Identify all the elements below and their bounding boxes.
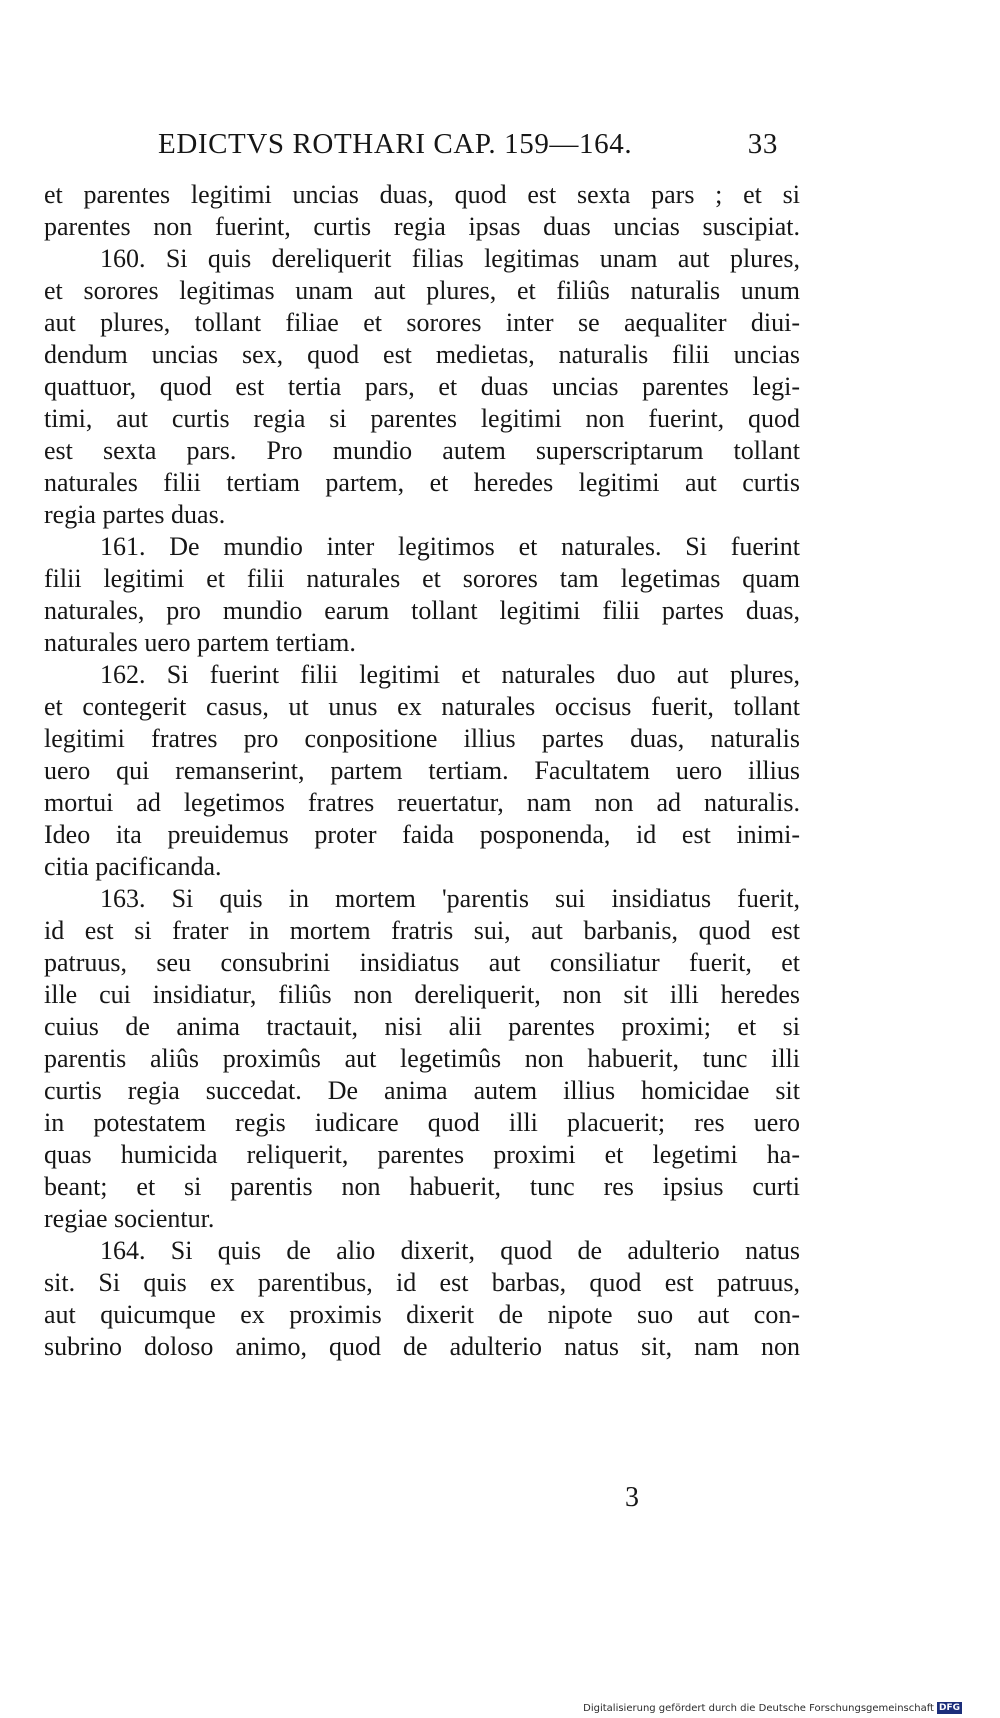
text-line: 164. Si quis de alio dixerit, quod de adulterio natus (100, 1236, 800, 1265)
text-line: dendum uncias sex, quod est medietas, naturalis filii uncias (44, 340, 800, 369)
text-line: uero qui remanserint, partem tertiam. Facultatem uero illius (44, 756, 800, 785)
text-line: timi, aut curtis regia si parentes legitimi non fuerint, quod (44, 404, 800, 433)
dfg-logo-icon: DFG (938, 1703, 960, 1713)
text-line: 161. De mundio inter legitimos et naturales. Si fuerint (100, 532, 800, 561)
text-line: citia pacificanda. (44, 852, 222, 881)
text-line: in potestatem regis iudicare quod illi placuerit; res uero (44, 1108, 800, 1137)
text-line: et contegerit casus, ut unus ex naturales occisus fuerit, tollant (44, 692, 800, 721)
running-header (158, 128, 778, 168)
text-line: et parentes legitimi uncias duas, quod est sexta pars ; et si (44, 180, 800, 209)
text-line: naturales uero partem tertiam. (44, 628, 356, 657)
text-line: et sorores legitimas unam aut plures, et filiûs naturalis unum (44, 276, 800, 305)
text-line: regia partes duas. (44, 500, 226, 529)
text-line: sit. Si quis ex parentibus, id est barbas, quod est patruus, (44, 1268, 800, 1297)
page-number: 33 (747, 128, 778, 160)
text-line: mortui ad legetimos fratres reuertatur, nam non ad naturalis. (44, 788, 800, 817)
text-line: Ideo ita preuidemus proter faida posponenda, id est inimi- (44, 820, 800, 849)
text-line: ille cui insidiatur, filiûs non dereliquerit, non sit illi heredes (44, 980, 800, 1009)
text-line: beant; et si parentis non habuerit, tunc res ipsius curti (44, 1172, 800, 1201)
text-line: patruus, seu consubrini insidiatus aut consiliatur fuerit, et (44, 948, 800, 977)
text-line: id est si frater in mortem fratris sui, aut barbanis, quod est (44, 916, 800, 945)
header-title: EDICTVS ROTHARI CAP. 159—164. (158, 128, 633, 160)
text-line: naturales, pro mundio earum tollant legitimi filii partes duas, (44, 596, 800, 625)
text-line: aut quicumque ex proximis dixerit de nipote suo aut con- (44, 1300, 800, 1329)
text-line: 162. Si fuerint filii legitimi et naturales duo aut plures, (100, 660, 800, 689)
text-line: subrino doloso animo, quod de adulterio natus sit, nam non (44, 1332, 800, 1361)
text-line: filii legitimi et filii naturales et sorores tam legetimas quam (44, 564, 800, 593)
text-line: aut plures, tollant filiae et sorores inter se aequaliter diui- (44, 308, 800, 337)
credit-text: Digitalisierung gefördert durch die Deutsche Forschungsgemeinschaft (583, 1702, 934, 1714)
text-line: curtis regia succedat. De anima autem illius homicidae sit (44, 1076, 800, 1105)
text-line: quattuor, quod est tertia pars, et duas uncias parentes legi- (44, 372, 800, 401)
text-line: regiae socientur. (44, 1204, 215, 1233)
text-line: 163. Si quis in mortem 'parentis sui insidiatus fuerit, (100, 884, 800, 913)
text-line: legitimi fratres pro conpositione illius partes duas, naturalis (44, 724, 800, 753)
text-line: naturales filii tertiam partem, et heredes legitimi aut curtis (44, 468, 800, 497)
digitization-credit (583, 1702, 962, 1714)
text-line: cuius de anima tractauit, nisi alii parentes proximi; et si (44, 1012, 800, 1041)
text-line: quas humicida reliquerit, parentes proximi et legetimi ha- (44, 1140, 800, 1169)
text-line: est sexta pars. Pro mundio autem superscriptarum tollant (44, 436, 800, 465)
text-line: 160. Si quis dereliquerit filias legitimas unam aut plures, (100, 244, 800, 273)
text-line: parentis aliûs proximûs aut legetimûs non habuerit, tunc illi (44, 1044, 800, 1073)
signature-mark: 3 (625, 1482, 639, 1513)
text-line: parentes non fuerint, curtis regia ipsas duas uncias suscipiat. (44, 212, 800, 241)
